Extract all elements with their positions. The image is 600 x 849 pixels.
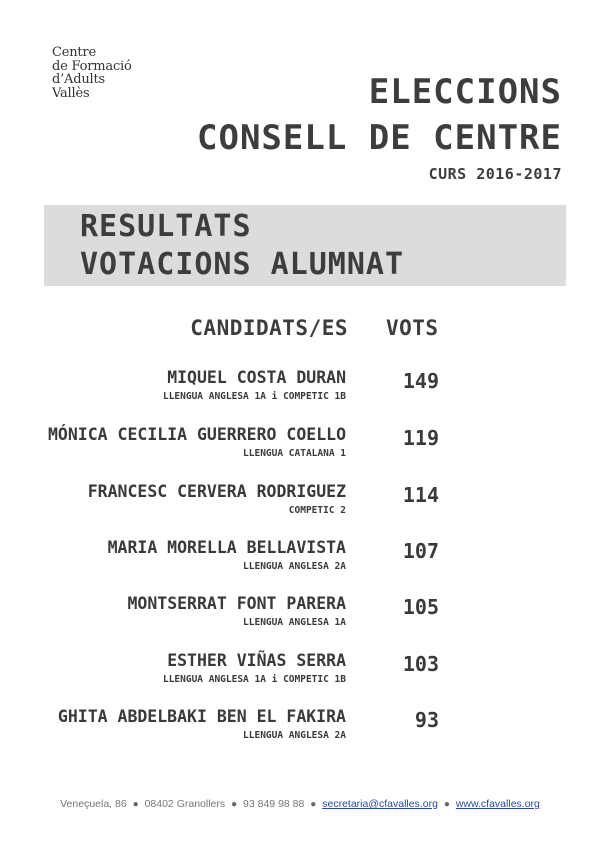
candidate-votes: 149 <box>402 369 439 393</box>
footer-address: Veneçuela, 86 <box>60 798 127 810</box>
logo-line-1: Centre <box>52 45 96 60</box>
footer-phone: 93 849 98 88 <box>243 798 305 810</box>
candidate-group: LLENGUA ANGLESA 1A i COMPETIC 1B <box>162 674 346 685</box>
candidate-name: MIQUEL COSTA DURAN <box>167 368 346 387</box>
candidate-group: LLENGUA ANGLESA 1A i COMPETIC 1B <box>162 391 346 402</box>
candidate-group: COMPETIC 2 <box>288 505 346 516</box>
footer-contact <box>0 798 600 810</box>
candidate-name: ESTHER VIÑAS SERRA <box>167 651 346 670</box>
logo-line-2: de Formació <box>52 58 132 74</box>
separator-dot: ● <box>310 799 317 810</box>
separator-dot: ● <box>231 799 238 810</box>
candidate-votes: 114 <box>402 483 439 507</box>
candidate-name: GHITA ABDELBAKI BEN EL FAKIRA <box>57 707 346 726</box>
school-logo <box>52 46 162 100</box>
separator-dot: ● <box>132 799 139 810</box>
course-year: CURS 2016-2017 <box>428 165 562 183</box>
column-header-candidates: CANDIDATS/ES <box>190 316 348 340</box>
candidate-row <box>0 482 600 534</box>
candidate-row <box>0 651 600 703</box>
candidate-row <box>0 368 600 420</box>
separator-dot: ● <box>443 799 450 810</box>
candidate-row <box>0 538 600 590</box>
footer-email-link[interactable]: secretaria@cfavalles.org <box>322 798 438 810</box>
candidate-name: FRANCESC CERVERA RODRIGUEZ <box>87 482 346 501</box>
candidate-votes: 105 <box>402 595 439 619</box>
banner-title: RESULTATS <box>80 209 252 244</box>
candidate-name: MONTSERRAT FONT PARERA <box>127 594 346 613</box>
banner-subtitle: VOTACIONS ALUMNAT <box>80 247 405 282</box>
candidate-name: MÓNICA CECILIA GUERRERO COELLO <box>47 425 346 444</box>
title-elections: ELECCIONS <box>368 72 562 112</box>
column-header-votes: VOTS <box>386 316 439 340</box>
candidate-row <box>0 594 600 646</box>
candidate-votes: 107 <box>402 539 439 563</box>
results-banner <box>44 205 566 286</box>
candidate-row <box>0 425 600 477</box>
logo-line-4: Vallès <box>52 85 90 101</box>
candidate-votes: 103 <box>402 652 439 676</box>
footer-web-link[interactable]: www.cfavalles.org <box>455 798 540 810</box>
candidate-votes: 93 <box>414 708 439 732</box>
logo-line-3: d’Adults <box>52 72 105 87</box>
candidate-votes: 119 <box>402 426 439 450</box>
candidate-group: LLENGUA ANGLESA 2A <box>243 730 346 741</box>
title-council: CONSELL DE CENTRE <box>197 118 562 158</box>
candidate-row <box>0 707 600 759</box>
candidate-group: LLENGUA CATALANA 1 <box>243 448 346 459</box>
footer-city: 08402 Granollers <box>144 798 226 810</box>
candidate-group: LLENGUA ANGLESA 2A <box>243 561 346 572</box>
candidate-name: MARIA MORELLA BELLAVISTA <box>107 538 346 557</box>
candidate-group: LLENGUA ANGLESA 1A <box>243 617 346 628</box>
